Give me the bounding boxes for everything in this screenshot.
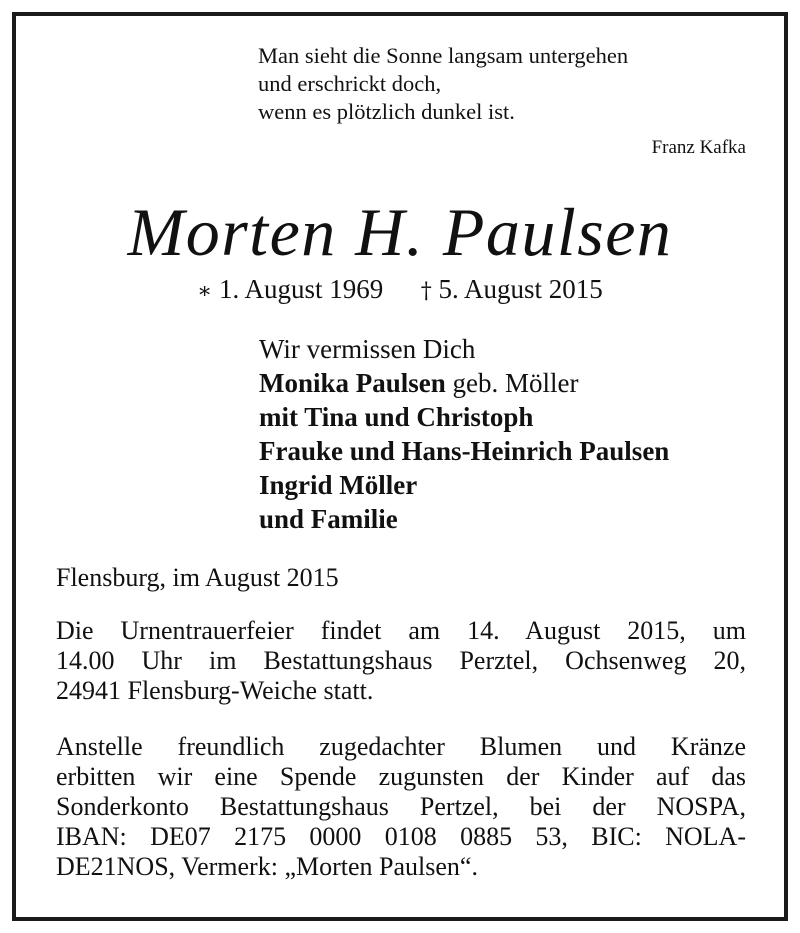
mourner-line bbox=[259, 502, 779, 536]
death-date: 5. August 2015 bbox=[438, 274, 603, 304]
life-dates bbox=[0, 272, 800, 309]
quote-line: wenn es plötzlich dunkel ist. bbox=[258, 99, 515, 124]
place-date-line: Flensburg, im August 2015 bbox=[56, 563, 339, 592]
donation-line: IBAN: DE07 2175 0000 0108 0885 53, BIC: NOLA- bbox=[56, 822, 746, 851]
quote-line: Man sieht die Sonne langsam untergehen bbox=[258, 43, 629, 68]
deceased-name: Morten H. Paulsen bbox=[127, 194, 673, 270]
mourner-name: Monika Paulsen bbox=[259, 368, 446, 398]
mourner-name: mit Tina und Christoph bbox=[259, 402, 534, 432]
mourner-line bbox=[259, 434, 779, 468]
mourners-intro: Wir vermissen Dich bbox=[259, 334, 476, 364]
ceremony-line: 24941 Flensburg-Weiche statt. bbox=[56, 676, 374, 705]
mourner-line bbox=[259, 366, 779, 400]
birth-star-icon: ∗ bbox=[197, 279, 213, 304]
mourner-name: Ingrid Möller bbox=[259, 470, 418, 500]
mourner-line bbox=[259, 468, 779, 502]
donation-line: erbitten wir eine Spende zugunsten der Kinder auf das bbox=[56, 762, 746, 791]
ceremony-paragraph bbox=[56, 616, 746, 706]
mourner-maiden-name: geb. Möller bbox=[445, 368, 579, 398]
quote-line: und erschrickt doch, bbox=[258, 71, 442, 96]
place-and-date bbox=[56, 563, 746, 593]
donation-line: DE21NOS, Vermerk: „Morten Paulsen“. bbox=[56, 852, 478, 881]
donation-paragraph bbox=[56, 732, 746, 882]
death-cross-icon: † bbox=[420, 279, 432, 304]
donation-line: Anstelle freundlich zugedachter Blumen und Kränze bbox=[56, 732, 746, 761]
mourner-name: und Familie bbox=[259, 504, 398, 534]
quote-author: Franz Kafka bbox=[651, 137, 746, 158]
donation-line: Sonderkonto Bestattungshaus Pertzel, bei der NOSPA, bbox=[56, 792, 746, 821]
mourner-name: Frauke und Hans-Heinrich Paulsen bbox=[259, 436, 670, 466]
mourner-line bbox=[259, 400, 779, 434]
birth-date: 1. August 1969 bbox=[218, 274, 384, 304]
ceremony-line: 14.00 Uhr im Bestattungshaus Perztel, Ochsenweg 20, bbox=[56, 646, 746, 675]
ceremony-line: Die Urnentrauerfeier findet am 14. August 2015, um bbox=[56, 616, 746, 645]
mourners-list bbox=[259, 332, 779, 536]
epigraph-quote bbox=[258, 42, 758, 126]
